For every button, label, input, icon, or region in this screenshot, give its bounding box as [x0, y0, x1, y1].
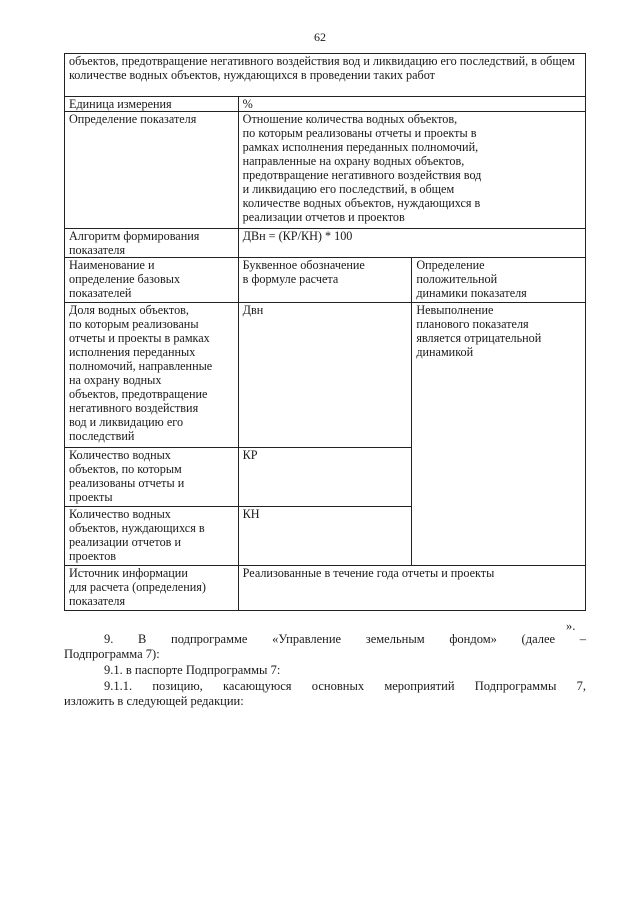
table-row-source — [65, 566, 586, 611]
source-value: Реализованные в течение года отчеты и проекты — [238, 566, 585, 611]
paragraph-9-1-1-line1: 9.1.1. позицию, касающуюся основных мероприятий Подпрограммы 7, — [104, 679, 586, 693]
paragraph-9-line1: 9. В подпрограмме «Управление земельным фондом» (далее – — [104, 632, 586, 646]
table-row-header-continuation — [65, 54, 586, 97]
row-letter: КР — [238, 448, 412, 507]
paragraph-9-1: 9.1. в паспорте Подпрограммы 7: — [104, 663, 281, 677]
algorithm-label: Алгоритм формирования показателя — [65, 229, 239, 258]
page-number: 62 — [314, 30, 326, 44]
row-letter: КН — [238, 507, 412, 566]
paragraph-9-line2: Подпрограмма 7): — [64, 647, 160, 661]
definition-label: Определение показателя — [65, 112, 239, 229]
table-row-unit — [65, 97, 586, 112]
row-name: Количество водных объектов, по которым реализованы отчеты и проекты — [65, 448, 239, 507]
table-row — [65, 303, 586, 448]
base-header-name: Наименование и определение базовых показателей — [65, 258, 239, 303]
indicator-table — [64, 53, 586, 611]
unit-label: Единица измерения — [65, 97, 239, 112]
row-name: Количество водных объектов, нуждающихся в реализации отчетов и проектов — [65, 507, 239, 566]
dynamics-value: Невыполнение планового показателя является отрицательной динамикой — [412, 303, 586, 566]
row-name: Доля водных объектов, по которым реализованы отчеты и проекты в рамках исполнения переданных полномочий, направленные на охрану водных объектов, предотвращение негативного воздействия вод и ликвидацию его последствий — [65, 303, 239, 448]
table-row-algorithm — [65, 229, 586, 258]
header-continuation-cell: объектов, предотвращение негативного воздействия вод и ликвидацию его последствий, в общем количестве водных объектов, нуждающихся в проведении таких работ — [65, 54, 586, 97]
base-header-letter: Буквенное обозначение в формуле расчета — [238, 258, 412, 303]
unit-value: % — [238, 97, 585, 112]
source-label: Источник информации для расчета (определения) показателя — [65, 566, 239, 611]
table-row-definition — [65, 112, 586, 229]
base-header-dynamics: Определение положительной динамики показателя — [412, 258, 586, 303]
row-letter: Двн — [238, 303, 412, 448]
table-row-base-header — [65, 258, 586, 303]
closing-quote: ». — [566, 619, 576, 633]
algorithm-value: ДВн = (КР/КН) * 100 — [238, 229, 585, 258]
definition-value: Отношение количества водных объектов, по которым реализованы отчеты и проекты в рамках исполнения переданных полномочий, направленные на охрану водных объектов, предотвращение негативного воздействия вод и ликвидацию его последствий, в общем количестве водных объектов, нуждающихся в реализации отчетов и проектов — [238, 112, 585, 229]
paragraph-9-1-1-line2: изложить в следующей редакции: — [64, 694, 244, 708]
